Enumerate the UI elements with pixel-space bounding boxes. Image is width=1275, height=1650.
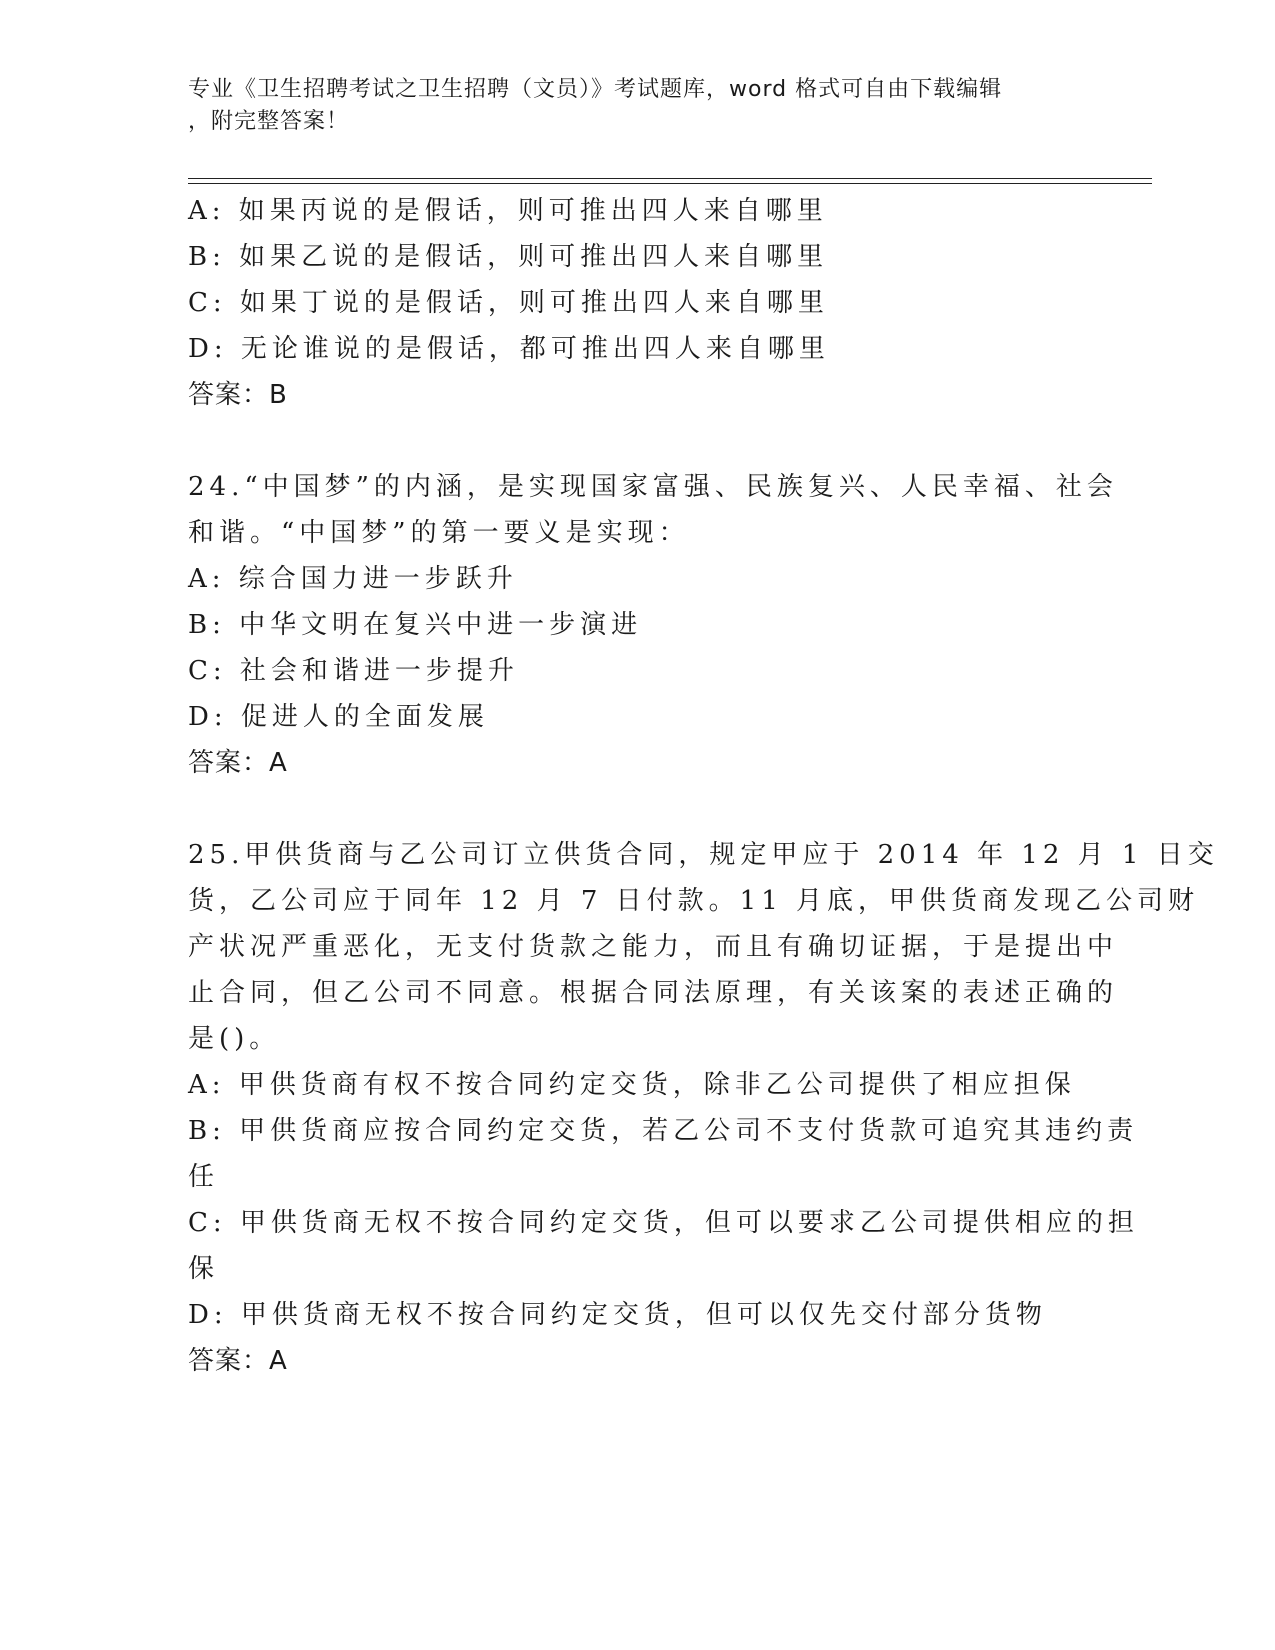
question-stem-line: 25.甲供货商与乙公司订立供货合同，规定甲应于 2014 年 12 月 1 日交	[188, 840, 1219, 870]
header-divider-top	[188, 178, 1152, 179]
question-25	[188, 832, 1219, 1384]
option-a: A: 综合国力进一步跃升	[188, 564, 518, 594]
option-d: D: 促进人的全面发展	[188, 702, 489, 732]
option-b: B: 甲供货商应按合同约定交货，若乙公司不支付货款可追究其违约责	[188, 1116, 1139, 1146]
option-b: B: 如果乙说的是假话，则可推出四人来自哪里	[188, 242, 829, 272]
answer: 答案：B	[188, 380, 288, 410]
option-b: B: 中华文明在复兴中进一步演进	[188, 610, 643, 640]
option-b-continued: 任	[188, 1162, 220, 1192]
option-c: C: 如果丁说的是假话，则可推出四人来自哪里	[188, 288, 829, 318]
option-a: A: 甲供货商有权不按合同约定交货，除非乙公司提供了相应担保	[188, 1070, 1076, 1100]
question-23	[188, 188, 1088, 418]
question-list	[188, 188, 1219, 1384]
spacer	[188, 418, 1088, 464]
question-stem-line: 是()。	[188, 1024, 281, 1054]
option-c-continued: 保	[188, 1254, 220, 1284]
question-stem-line: 货，乙公司应于同年 12 月 7 日付款。11 月底，甲供货商发现乙公司财	[188, 886, 1200, 916]
question-stem-line: 止合同，但乙公司不同意。根据合同法原理，有关该案的表述正确的	[188, 978, 1119, 1008]
spacer	[188, 786, 1088, 832]
option-c: C: 社会和谐进一步提升	[188, 656, 519, 686]
document-header	[188, 74, 1088, 138]
answer: 答案：A	[188, 748, 288, 778]
option-a: A: 如果丙说的是假话，则可推出四人来自哪里	[188, 196, 828, 226]
question-stem-line: 和谐。“中国梦”的第一要义是实现：	[188, 518, 690, 548]
option-d: D: 无论谁说的是假话，都可推出四人来自哪里	[188, 334, 830, 364]
question-24	[188, 464, 1118, 786]
question-stem-line: 产状况严重恶化，无支付货款之能力，而且有确切证据，于是提出中	[188, 932, 1119, 962]
header-divider-bottom	[188, 183, 1152, 184]
option-d: D: 甲供货商无权不按合同约定交货，但可以仅先交付部分货物	[188, 1300, 1047, 1330]
option-c: C: 甲供货商无权不按合同约定交货，但可以要求乙公司提供相应的担	[188, 1208, 1139, 1238]
answer: 答案：A	[188, 1346, 288, 1376]
header-line-2: ，附完整答案！	[188, 109, 350, 134]
header-line-1: 专业《卫生招聘考试之卫生招聘（文员）》考试题库，word 格式可自由下载编辑	[188, 77, 1003, 102]
question-stem-line: 24.“中国梦”的内涵，是实现国家富强、民族复兴、人民幸福、社会	[188, 472, 1118, 502]
